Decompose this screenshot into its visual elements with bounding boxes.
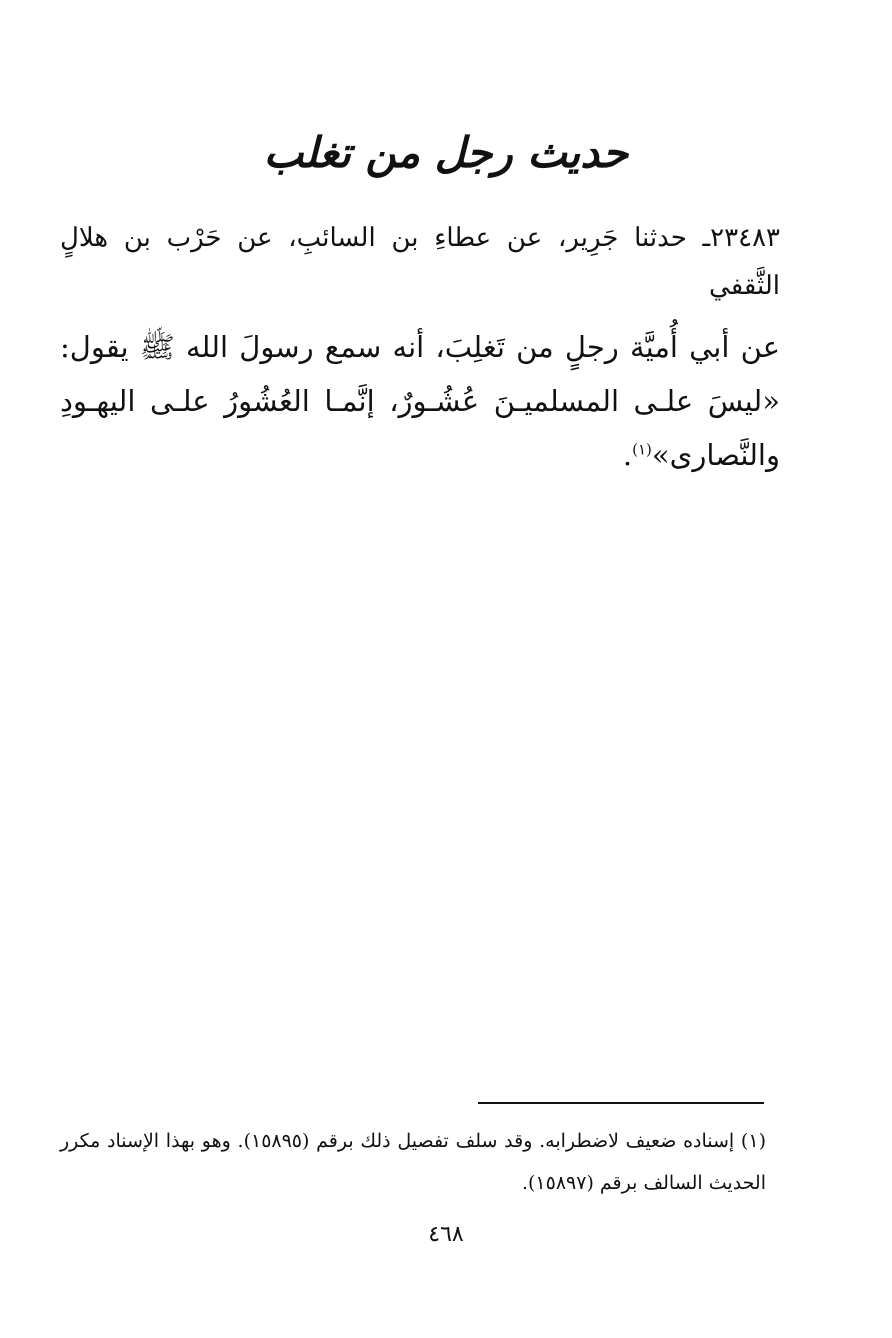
hadith-isnad: ٢٣٤٨٣ـ حدثنا جَرِير، عن عطاءِ بن السائبِ، عن حَرْب بن هلالٍ الثَّقفي — [60, 223, 780, 301]
hadith-matn-end: . — [622, 438, 633, 472]
hadith-matn — [60, 320, 780, 482]
footnote-text: (١) إسناده ضعيف لاضطرابه. وقد سلف تفصيل ذلك برقم (١٥٨٩٥). وهو بهذا الإسناد مكرر الحديث السالف برقم (١٥٨٩٧). — [60, 1130, 766, 1194]
footnote-reference: (١) — [632, 440, 652, 459]
footnote-divider — [478, 1102, 764, 1104]
page-number: ٤٦٨ — [428, 1222, 464, 1247]
chapter-title: حديث رجل من تغلب — [263, 128, 629, 177]
hadith-matn-text: عن أبي أُميَّة رجلٍ من تَغلِبَ، أنه سمع رسولَ الله ﷺ يقول: «ليسَ علـى المسلميـنَ عُشُـورٌ، إنَّمـا العُشُورُ علـى اليهـودِ والنَّصارى» — [60, 330, 780, 472]
